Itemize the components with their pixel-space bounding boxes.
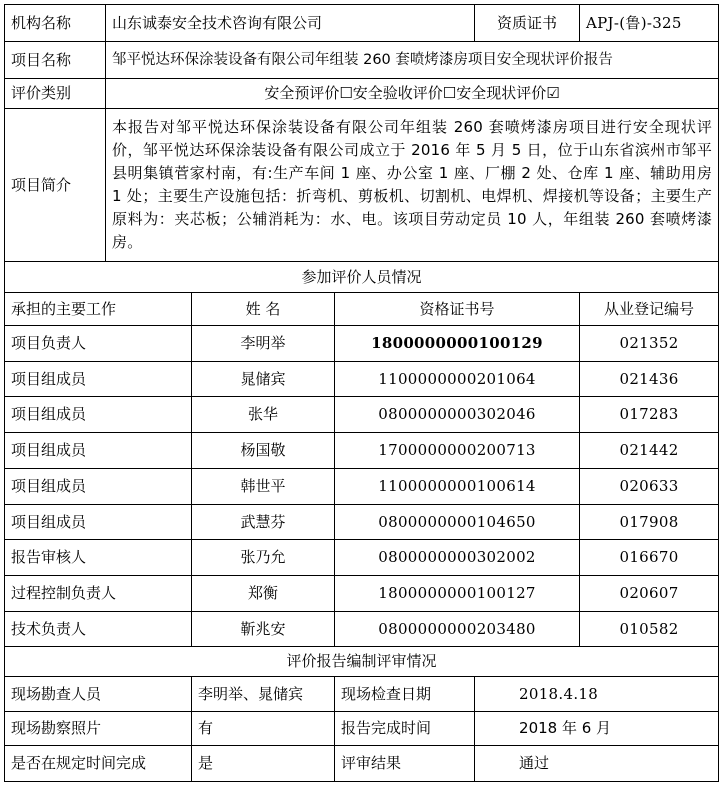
name-cell: 张华 <box>192 397 335 433</box>
name-cell: 晁储宾 <box>192 362 335 397</box>
reg-cell: 020633 <box>580 469 719 505</box>
name-cell: 李明举 <box>192 326 335 362</box>
role-cell: 技术负责人 <box>5 612 192 647</box>
role-cell: 项目组成员 <box>5 397 192 433</box>
name-cell: 郑衡 <box>192 576 335 612</box>
cert-cell: 1800000000100127 <box>335 576 580 612</box>
role-cell: 过程控制负责人 <box>5 576 192 612</box>
project-row <box>5 42 719 79</box>
name-cell: 靳兆安 <box>192 612 335 647</box>
table-row <box>5 433 719 469</box>
role-cell: 报告审核人 <box>5 540 192 576</box>
personnel-section-title: 参加评价人员情况 <box>5 262 719 293</box>
review-value: 有 <box>192 712 335 746</box>
table-row <box>5 505 719 540</box>
org-label: 机构名称 <box>5 5 106 42</box>
role-cell: 项目组成员 <box>5 505 192 540</box>
review-row <box>5 712 719 746</box>
cert-cell: 0800000000302002 <box>335 540 580 576</box>
table-row <box>5 469 719 505</box>
name-cell: 武慧芬 <box>192 505 335 540</box>
eval-type-row <box>5 79 719 109</box>
review-label: 评审结果 <box>335 746 475 782</box>
cert-cell: 1700000000200713 <box>335 433 580 469</box>
role-cell: 项目负责人 <box>5 326 192 362</box>
table-row <box>5 612 719 647</box>
org-row <box>5 5 719 42</box>
review-value: 李明举、晁储宾 <box>192 677 335 712</box>
eval-type-value: 安全预评价☐安全验收评价☐安全现状评价☑ <box>106 79 719 109</box>
review-label: 是否在规定时间完成 <box>5 746 192 782</box>
cert-cell: 0800000000104650 <box>335 505 580 540</box>
cert-value: APJ-(鲁)-325 <box>580 5 719 42</box>
eval-type-label: 评价类别 <box>5 79 106 109</box>
project-value: 邹平悦达环保涂装设备有限公司年组装 260 套喷烤漆房项目安全现状评价报告 <box>106 42 719 79</box>
intro-value: 本报告对邹平悦达环保涂装设备有限公司年组装 260 套喷烤漆房项目进行安全现状评价，邹平悦达环保涂装设备有限公司成立于 2016 年 5 月 5 日，位于山东省滨州市邹平县明集镇菅家村南，有:生产车间 1 座、办公室 1 座、厂棚 2 处、仓库 1 座、辅助用房 1 处；主要生产设施包括：折弯机、剪板机、切割机、电焊机、焊接机等设备；主要生产原料为：夹芯板；公辅消耗为：水、电。该项目劳动定员 10 人，年组装 260 套喷烤漆房。 <box>106 109 719 262</box>
reg-cell: 021442 <box>580 433 719 469</box>
col-name-header: 姓 名 <box>192 293 335 326</box>
col-cert-header: 资格证书号 <box>335 293 580 326</box>
cert-cell: 0800000000203480 <box>335 612 580 647</box>
cert-cell: 1100000000201064 <box>335 362 580 397</box>
review-value: 是 <box>192 746 335 782</box>
review-label: 现场勘察照片 <box>5 712 192 746</box>
role-cell: 项目组成员 <box>5 362 192 397</box>
reg-cell: 020607 <box>580 576 719 612</box>
review-section-row <box>5 647 719 677</box>
intro-label: 项目简介 <box>5 109 106 262</box>
reg-cell: 017908 <box>580 505 719 540</box>
table-row <box>5 397 719 433</box>
table-row <box>5 540 719 576</box>
reg-cell: 021352 <box>580 326 719 362</box>
review-label: 现场检查日期 <box>335 677 475 712</box>
cert-cell: 0800000000302046 <box>335 397 580 433</box>
review-value: 2018 年 6 月 <box>475 712 719 746</box>
reg-cell: 017283 <box>580 397 719 433</box>
role-cell: 项目组成员 <box>5 433 192 469</box>
cert-cell: 1800000000100129 <box>335 326 580 362</box>
col-reg-header: 从业登记编号 <box>580 293 719 326</box>
review-row <box>5 677 719 712</box>
table-row <box>5 576 719 612</box>
cert-cell: 1100000000100614 <box>335 469 580 505</box>
cert-label: 资质证书 <box>475 5 580 42</box>
review-value: 通过 <box>475 746 719 782</box>
personnel-section-row <box>5 262 719 293</box>
review-row <box>5 746 719 782</box>
review-section-title: 评价报告编制评审情况 <box>5 647 719 677</box>
reg-cell: 016670 <box>580 540 719 576</box>
intro-row <box>5 109 719 262</box>
name-cell: 杨国敬 <box>192 433 335 469</box>
review-value: 2018.4.18 <box>475 677 719 712</box>
role-cell: 项目组成员 <box>5 469 192 505</box>
review-label: 现场勘查人员 <box>5 677 192 712</box>
col-role-header: 承担的主要工作 <box>5 293 192 326</box>
name-cell: 张乃允 <box>192 540 335 576</box>
project-label: 项目名称 <box>5 42 106 79</box>
name-cell: 韩世平 <box>192 469 335 505</box>
table-row <box>5 362 719 397</box>
evaluation-summary-table <box>4 4 719 782</box>
review-label: 报告完成时间 <box>335 712 475 746</box>
table-row <box>5 326 719 362</box>
reg-cell: 010582 <box>580 612 719 647</box>
org-value: 山东诚泰安全技术咨询有限公司 <box>106 5 475 42</box>
reg-cell: 021436 <box>580 362 719 397</box>
personnel-header-row <box>5 293 719 326</box>
